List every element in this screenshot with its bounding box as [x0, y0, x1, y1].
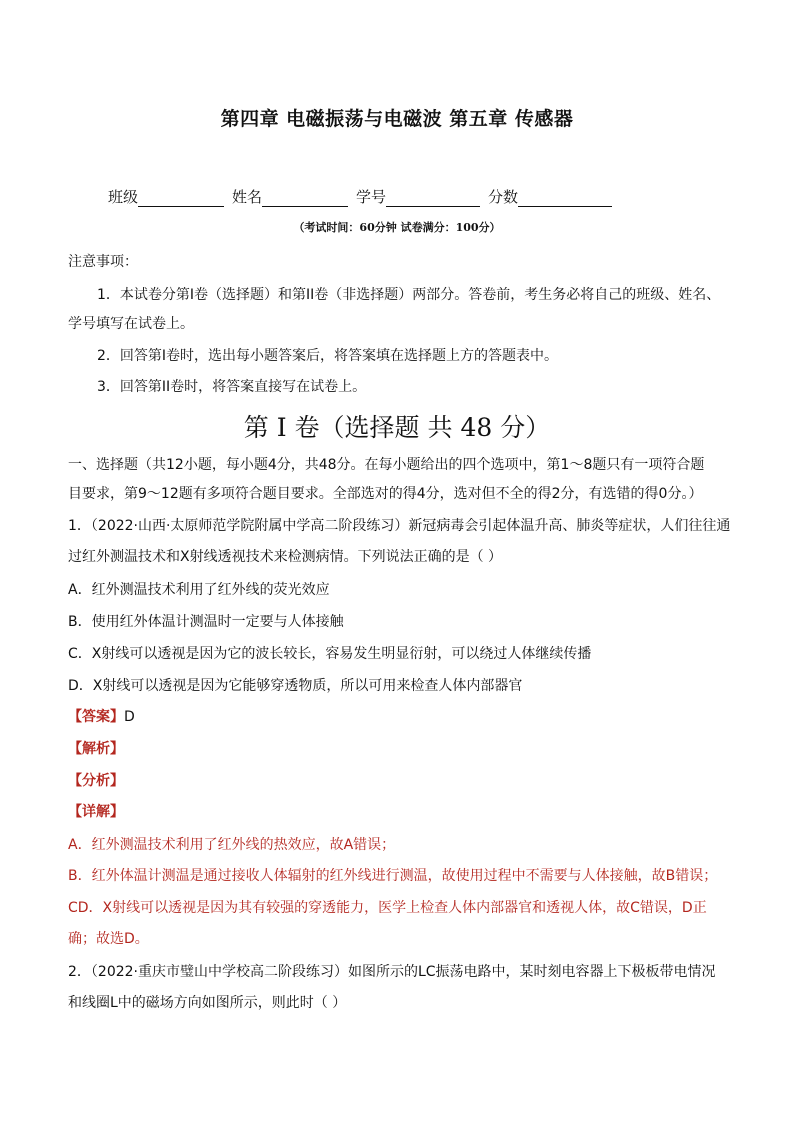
answer-label: 【答案】 [68, 709, 124, 725]
id-label: 学号 [356, 188, 387, 206]
detail-label: 【详解】 [68, 804, 124, 820]
section-heading: 第 I 卷（选择题 共 48 分） [243, 413, 551, 442]
part-one-instructions-cont: 目要求，第9～12题有多项符合题目要求。全部选对的得4分，选对但不全的得2分，有选错的得0分。） [68, 486, 703, 502]
analysis-label: 【解析】 [68, 741, 124, 757]
notes-heading: 注意事项： [68, 254, 138, 270]
detail-cd: CD．X射线可以透视是因为其有较强的穿透能力，医学上检查人体内部器官和透视人体，故C错误，D正 [68, 900, 707, 916]
answer-value: D [124, 709, 135, 725]
notes-item-1-cont: 学号填写在试卷上。 [68, 316, 194, 332]
part-one-instructions: 一、选择题（共12小题，每小题4分，共48分。在每小题给出的四个选项中，第1～8题只有一项符合题 [68, 457, 705, 473]
detail-a: A．红外测温技术利用了红外线的热效应，故A错误； [68, 837, 396, 853]
detail-cd-cont: 确；故选D。 [68, 931, 149, 947]
score-label: 分数 [488, 188, 519, 206]
question-1-stem: 1．（2022·山西·太原师范学院附属中学高二阶段练习）新冠病毒会引起体温升高、肺炎等症状，人们往往通 [68, 518, 731, 534]
question-1-option-b: B．使用红外体温计测温时一定要与人体接触 [68, 614, 344, 630]
exam-meta: （考试时间：60分钟 试卷满分：100分） [293, 221, 501, 234]
student-info-row [108, 186, 620, 207]
question-1-option-c: C．X射线可以透视是因为它的波长较长，容易发生明显衍射，可以绕过人体继续传播 [68, 646, 592, 662]
notes-item-2: 2．回答第I卷时，选出每小题答案后，将答案填在选择题上方的答题表中。 [97, 348, 559, 364]
id-blank [386, 192, 480, 207]
detail-b: B．红外体温计测温是通过接收人体辐射的红外线进行测温，故使用过程中不需要与人体接触，故B错误； [68, 868, 718, 884]
question-1-answer [68, 708, 135, 726]
question-2-stem: 2．（2022·重庆市璧山中学校高二阶段练习）如图所示的LC振荡电路中，某时刻电容器上下极板带电情况 [68, 964, 716, 980]
notes-item-1: 1．本试卷分第I卷（选择题）和第II卷（非选择题）两部分。答卷前，考生务必将自己的班级、姓名、 [97, 287, 721, 303]
question-1-stem-cont: 过红外测温技术和X射线透视技术来检测病情。下列说法正确的是（ ） [68, 549, 503, 565]
name-label: 姓名 [232, 188, 263, 206]
score-blank [518, 192, 612, 207]
class-blank [138, 192, 224, 207]
question-1-option-d: D．X射线可以透视是因为它能够穿透物质，所以可用来检查人体内部器官 [68, 678, 523, 694]
fenxi-label: 【分析】 [68, 773, 124, 789]
class-label: 班级 [108, 188, 139, 206]
name-blank [262, 192, 348, 207]
question-2-stem-cont: 和线圈L中的磁场方向如图所示，则此时（ ） [68, 995, 347, 1011]
notes-item-3: 3．回答第II卷时，将答案直接写在试卷上。 [97, 379, 367, 395]
question-1-option-a: A．红外测温技术利用了红外线的荧光效应 [68, 582, 330, 598]
page-title: 第四章 电磁振荡与电磁波 第五章 传感器 [220, 108, 574, 130]
